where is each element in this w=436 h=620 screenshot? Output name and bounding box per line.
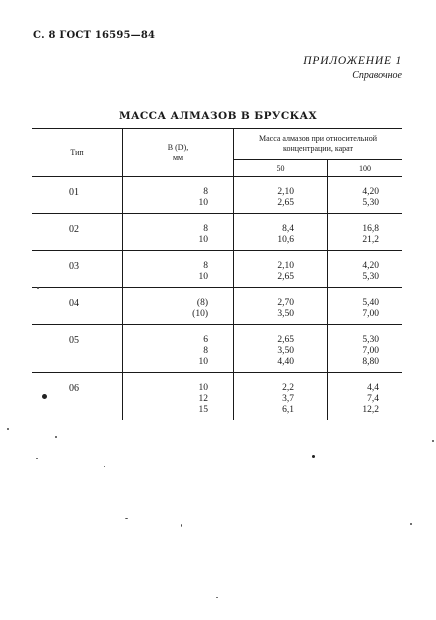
mass-100-cell xyxy=(327,288,402,325)
appendix-note: Справочное xyxy=(352,70,402,81)
mass-50-cell-value: 3,50 xyxy=(277,309,294,319)
b-cell-value: 12 xyxy=(198,394,208,404)
appendix-label: ПРИЛОЖЕНИЕ 1 xyxy=(303,55,402,67)
header-mass-line2: концентрации, карат xyxy=(282,144,354,153)
mass-50-cell-value: 3,7 xyxy=(282,394,294,404)
mass-50-cell-value: 6,1 xyxy=(282,405,294,415)
b-cell-value: 10 xyxy=(198,383,208,393)
mass-100-cell-value: 5,30 xyxy=(362,335,379,345)
mass-50-cell-value: 2,65 xyxy=(277,198,294,208)
mass-100-cell-value: 4,4 xyxy=(367,383,379,393)
b-cell-value: 10 xyxy=(198,235,208,245)
scan-speck xyxy=(410,523,412,525)
mass-100-cell-value: 5,30 xyxy=(362,198,379,208)
type-cell: 03 xyxy=(32,251,123,288)
type-cell: 05 xyxy=(32,325,123,373)
page-header: С. 8 ГОСТ 16595—84 xyxy=(33,30,156,41)
mass-50-cell-value: 2,2 xyxy=(282,383,294,393)
b-cell-value: 8 xyxy=(203,346,208,356)
mass-100-cell-value: 7,00 xyxy=(362,346,379,356)
b-cell xyxy=(123,373,234,421)
mass-100-cell xyxy=(327,373,402,421)
mass-100-cell-value: 8,80 xyxy=(362,357,379,367)
table-row xyxy=(32,214,402,251)
table-row xyxy=(32,251,402,288)
b-cell-value: 6 xyxy=(203,335,208,345)
mass-100-cell-value: 7,4 xyxy=(367,394,379,404)
scan-speck xyxy=(181,524,182,527)
b-cell-value: 15 xyxy=(198,405,208,415)
mass-50-cell xyxy=(234,288,328,325)
mass-100-cell-value: 4,20 xyxy=(362,187,379,197)
mass-100-cell xyxy=(327,325,402,373)
mass-100-cell-value: 16,8 xyxy=(362,224,379,234)
header-b-d-unit: мм xyxy=(172,152,184,162)
scan-speck xyxy=(42,394,47,399)
mass-100-cell-value: 7,00 xyxy=(362,309,379,319)
b-cell xyxy=(123,177,234,214)
mass-50-cell-value: 4,40 xyxy=(277,357,294,367)
scan-speck xyxy=(55,436,57,438)
mass-50-cell-value: 2,10 xyxy=(277,261,294,271)
appendix-block xyxy=(303,55,402,81)
mass-50-cell xyxy=(234,373,328,421)
mass-50-cell-value: 8,4 xyxy=(282,224,294,234)
table-row xyxy=(32,325,402,373)
b-cell xyxy=(123,251,234,288)
mass-100-cell xyxy=(327,251,402,288)
mass-50-cell xyxy=(234,177,328,214)
b-cell-value: 8 xyxy=(203,224,208,234)
mass-50-cell-value: 2,65 xyxy=(277,272,294,282)
header-b-d-label: B (D), xyxy=(167,142,189,152)
scan-speck xyxy=(7,428,9,430)
mass-50-cell-value: 2,65 xyxy=(277,335,294,345)
mass-50-cell-value: 10,6 xyxy=(277,235,294,245)
scan-speck xyxy=(125,518,128,519)
mass-50-cell-value: 2,10 xyxy=(277,187,294,197)
mass-100-cell-value: 21,2 xyxy=(362,235,379,245)
b-cell xyxy=(123,214,234,251)
scan-speck xyxy=(36,458,38,459)
b-cell-value: 8 xyxy=(203,187,208,197)
header-type: Тип xyxy=(32,129,123,177)
type-cell: 01 xyxy=(32,177,123,214)
table-row xyxy=(32,373,402,421)
table-row xyxy=(32,288,402,325)
type-cell: 04 xyxy=(32,288,123,325)
table-row xyxy=(32,177,402,214)
b-cell-value: 10 xyxy=(198,357,208,367)
mass-100-cell xyxy=(327,177,402,214)
mass-50-cell xyxy=(234,251,328,288)
b-cell-value: 8 xyxy=(203,261,208,271)
scan-speck xyxy=(312,455,315,458)
mass-50-cell xyxy=(234,214,328,251)
b-cell xyxy=(123,288,234,325)
mass-100-cell xyxy=(327,214,402,251)
diamond-mass-table xyxy=(32,128,402,420)
header-mass xyxy=(234,129,403,160)
scan-speck xyxy=(432,440,434,442)
mass-100-cell-value: 4,20 xyxy=(362,261,379,271)
header-conc-100: 100 xyxy=(327,160,402,177)
b-cell-value: 10 xyxy=(198,272,208,282)
type-cell: 02 xyxy=(32,214,123,251)
b-cell xyxy=(123,325,234,373)
mass-100-cell-value: 12,2 xyxy=(362,405,379,415)
header-mass-line1: Масса алмазов при относительной xyxy=(259,134,377,143)
b-cell-value: (10) xyxy=(192,309,208,319)
scan-speck xyxy=(216,597,218,598)
mass-50-cell-value: 2,70 xyxy=(277,298,294,308)
b-cell-value: (8) xyxy=(196,298,208,308)
header-conc-50: 50 xyxy=(234,160,328,177)
b-cell-value: 10 xyxy=(198,198,208,208)
table-body xyxy=(32,177,402,421)
mass-50-cell xyxy=(234,325,328,373)
table-title: МАССА АЛМАЗОВ В БРУСКАХ xyxy=(118,110,318,122)
scan-speck xyxy=(104,466,105,467)
scan-speck xyxy=(37,287,39,289)
mass-50-cell-value: 3,50 xyxy=(277,346,294,356)
header-b-d xyxy=(123,129,234,177)
type-cell: 06 xyxy=(32,373,123,421)
mass-100-cell-value: 5,40 xyxy=(362,298,379,308)
mass-100-cell-value: 5,30 xyxy=(362,272,379,282)
